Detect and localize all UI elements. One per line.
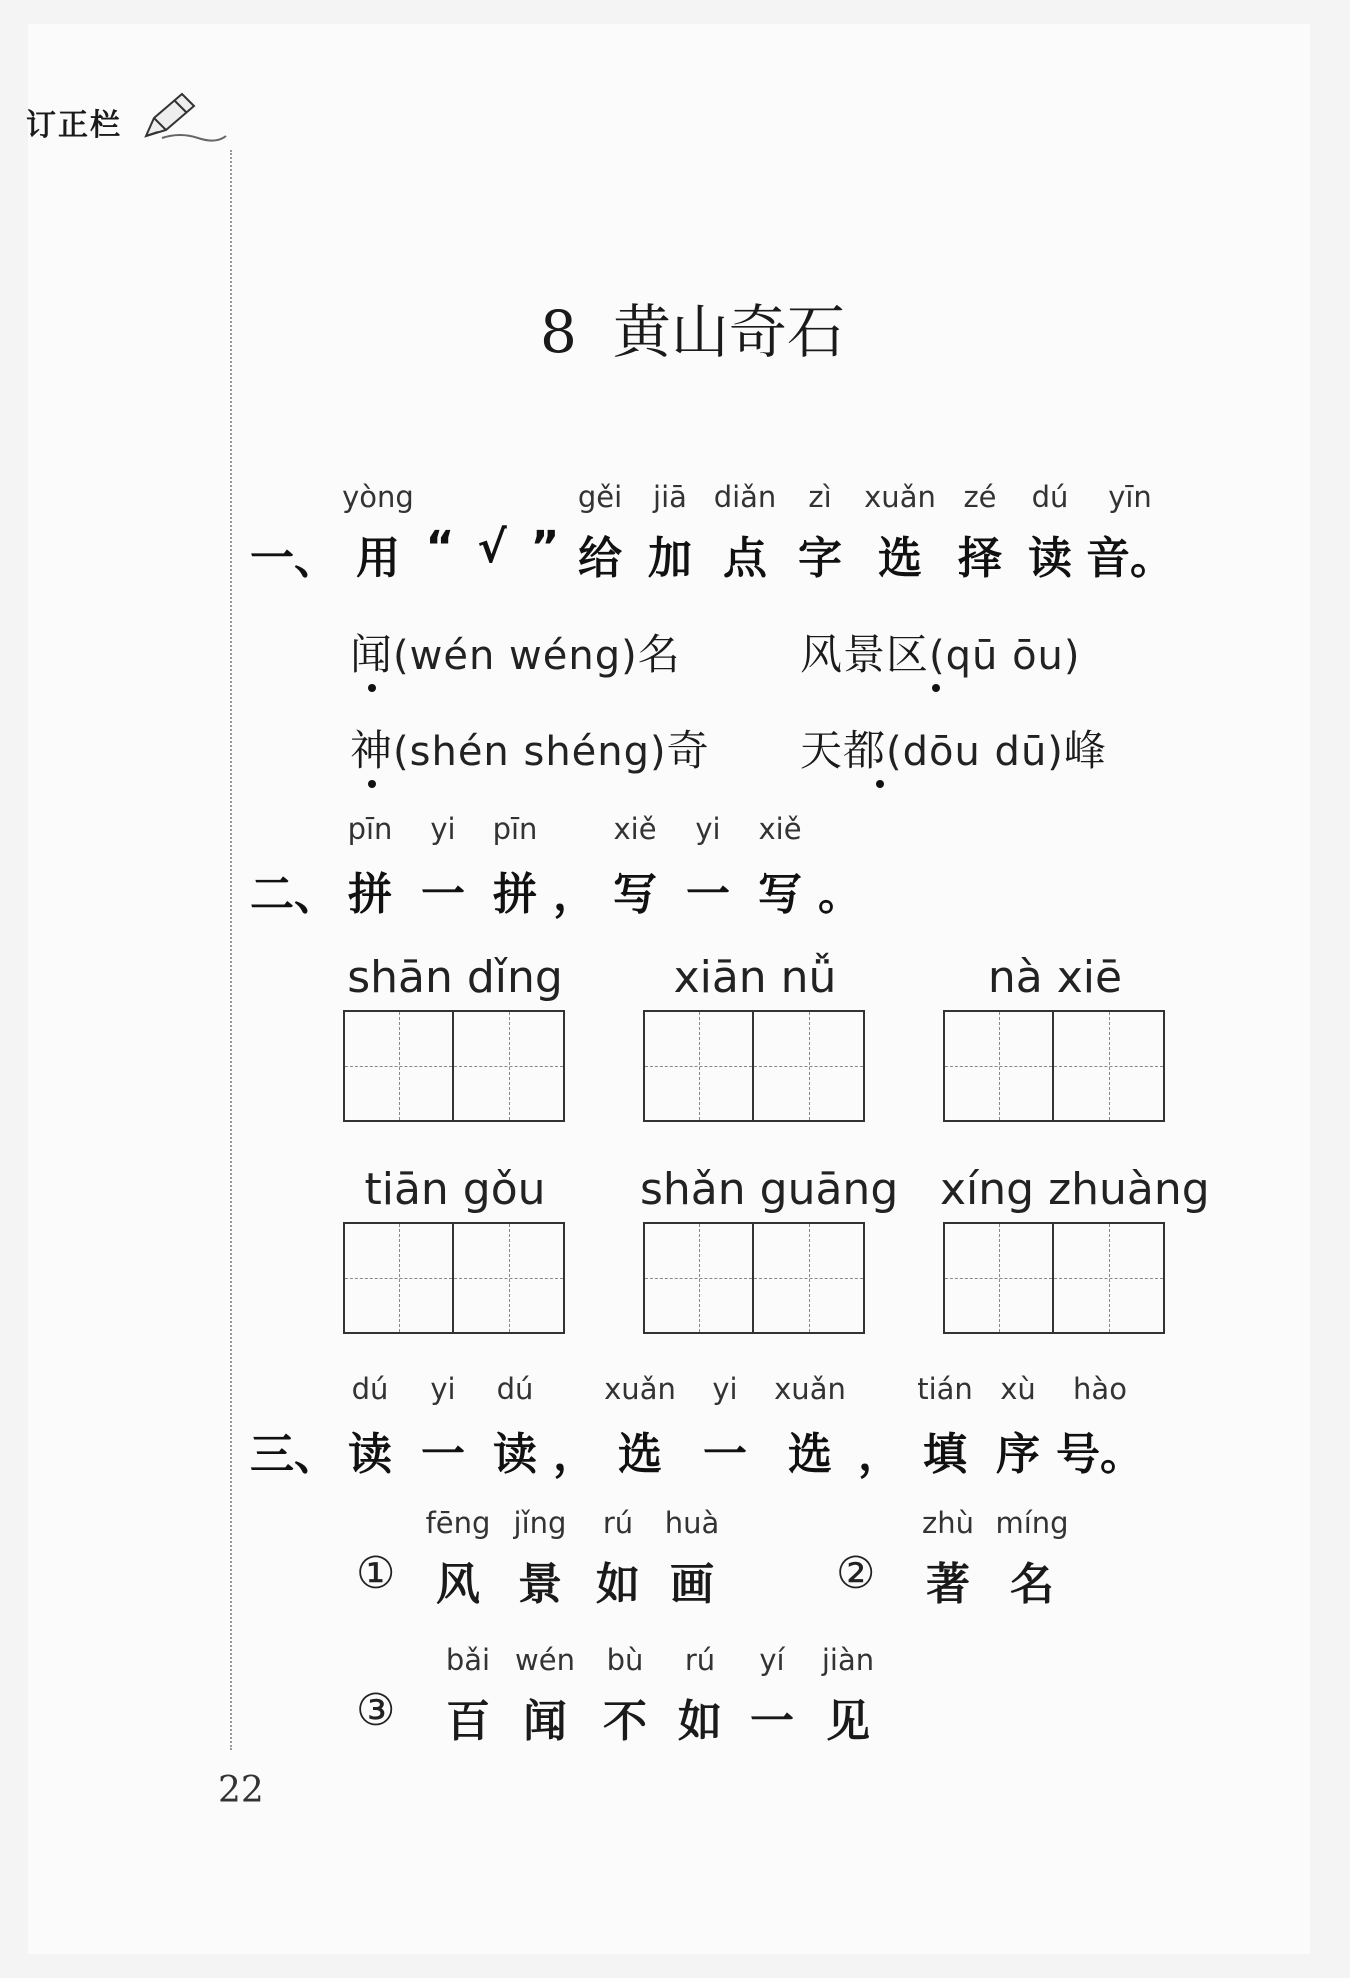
- pinyin-annotation: gěi: [577, 480, 623, 514]
- lesson-title: [540, 285, 845, 369]
- margin-divider: [230, 150, 232, 1750]
- idiom-character: 如: [596, 1559, 640, 1610]
- idiom-character: 景: [518, 1559, 562, 1610]
- pinyin-annotation: xiě: [613, 812, 657, 846]
- heading-character: 一: [421, 1429, 465, 1480]
- pinyin-annotation: dú: [351, 1372, 389, 1406]
- pencil-icon: [140, 86, 230, 146]
- choice-1-options: (wén wéng): [393, 633, 638, 679]
- pinyin-annotation: yi: [430, 812, 456, 846]
- pinyin-annotation: wén: [515, 1643, 575, 1677]
- idiom-character: 闻: [523, 1696, 567, 1747]
- pinyin-annotation: pīn: [492, 812, 538, 846]
- pinyin-word-4: tiān gǒu: [364, 1164, 546, 1215]
- choice-1-after: 名: [637, 630, 681, 679]
- lesson-number: 8: [540, 298, 577, 366]
- pinyin-annotation: jiàn: [821, 1643, 875, 1677]
- pinyin-annotation: dú: [496, 1372, 534, 1406]
- choice-2-options: (qū ōu): [929, 633, 1081, 679]
- pinyin-annotation: zé: [963, 480, 997, 514]
- pinyin-annotation: zhù: [922, 1506, 974, 1540]
- heading-character: 选: [618, 1429, 662, 1480]
- writing-cell[interactable]: [643, 1222, 754, 1334]
- choice-item-2: [800, 622, 1081, 682]
- pinyin-annotation: bǎi: [445, 1643, 491, 1677]
- writing-grid-6[interactable]: [943, 1222, 1165, 1334]
- choice-item-1: [350, 622, 681, 682]
- heading-character: 用: [356, 533, 400, 584]
- heading-character: 填: [923, 1429, 967, 1480]
- choice-4-options: (dōu dū): [886, 729, 1064, 775]
- choice-4-before: 天都: [800, 726, 887, 775]
- writing-grid-3[interactable]: [943, 1010, 1165, 1122]
- emphasis-dot: [368, 684, 376, 692]
- pinyin-annotation: rú: [684, 1643, 716, 1677]
- pinyin-word-5: shǎn guāng: [640, 1164, 899, 1215]
- heading-character: 写: [758, 869, 802, 920]
- heading-character: 拼: [493, 869, 537, 920]
- writing-cell[interactable]: [943, 1222, 1054, 1334]
- pinyin-annotation: yòng: [342, 480, 414, 514]
- heading-character: 选: [788, 1429, 832, 1480]
- pinyin-annotation: pīn: [347, 812, 393, 846]
- idiom-character: 不: [603, 1696, 647, 1747]
- heading-character: 点: [723, 533, 767, 584]
- choice-3-after: 奇: [666, 726, 710, 775]
- heading-character: 择: [958, 533, 1002, 584]
- heading-character: 读: [1028, 533, 1072, 584]
- heading-character: 给: [578, 533, 622, 584]
- heading-character: ”: [530, 522, 560, 573]
- choice-2-before: 风景区: [800, 630, 930, 679]
- heading-character: 选: [878, 533, 922, 584]
- heading-character: 加: [648, 533, 692, 584]
- writing-cell[interactable]: [343, 1222, 454, 1334]
- idiom-character: 见: [826, 1696, 870, 1747]
- heading-character: 读: [348, 1429, 392, 1480]
- pinyin-annotation: yí: [759, 1643, 785, 1677]
- writing-cell[interactable]: [1054, 1010, 1165, 1122]
- pinyin-word-3: nà xiē: [987, 952, 1123, 1003]
- heading-character: 。: [818, 869, 862, 920]
- pinyin-annotation: yīn: [1108, 480, 1152, 514]
- pinyin-annotation: bù: [606, 1643, 644, 1677]
- writing-grid-1[interactable]: [343, 1010, 565, 1122]
- writing-cell[interactable]: [454, 1010, 565, 1122]
- idiom-number: ③: [356, 1685, 396, 1736]
- idiom-character: 画: [670, 1559, 714, 1610]
- section3-label: 三、: [250, 1429, 338, 1480]
- heading-character: 一: [686, 869, 730, 920]
- heading-character: √: [477, 522, 507, 573]
- pinyin-annotation: míng: [995, 1506, 1069, 1540]
- pinyin-annotation: dú: [1031, 480, 1069, 514]
- heading-character: 号。: [1056, 1429, 1144, 1480]
- pinyin-annotation: jiā: [653, 480, 687, 514]
- heading-character: 读: [493, 1429, 537, 1480]
- choice-3-before: 神: [350, 726, 394, 775]
- pinyin-annotation: yi: [712, 1372, 738, 1406]
- choice-4-after: 峰: [1063, 726, 1107, 775]
- pinyin-annotation: yi: [695, 812, 721, 846]
- idiom-character: 一: [750, 1696, 794, 1747]
- choice-1-before: 闻: [350, 630, 394, 679]
- pinyin-word-2: xiān nǚ: [673, 952, 837, 1003]
- pinyin-annotation: xuǎn: [604, 1372, 676, 1406]
- writing-cell[interactable]: [454, 1222, 565, 1334]
- pinyin-annotation: hào: [1073, 1372, 1127, 1406]
- heading-character: ，: [553, 1429, 597, 1480]
- page-number: 22: [218, 1770, 264, 1811]
- heading-character: “: [425, 522, 455, 573]
- lesson-name: 黄山奇石: [612, 298, 845, 366]
- writing-cell[interactable]: [754, 1222, 865, 1334]
- idiom-character: 著: [926, 1559, 970, 1610]
- emphasis-dot: [876, 780, 884, 788]
- choice-item-4: [800, 718, 1107, 778]
- writing-grid-2[interactable]: [643, 1010, 865, 1122]
- pinyin-annotation: tián: [917, 1372, 973, 1406]
- choice-3-options: (shén shéng): [393, 729, 667, 775]
- writing-grid-4[interactable]: [343, 1222, 565, 1334]
- pinyin-annotation: jǐng: [513, 1506, 567, 1540]
- pinyin-annotation: xuǎn: [774, 1372, 846, 1406]
- pinyin-annotation: rú: [602, 1506, 634, 1540]
- pinyin-annotation: xiě: [758, 812, 802, 846]
- writing-grid-5[interactable]: [643, 1222, 865, 1334]
- idiom-character: 如: [678, 1696, 722, 1747]
- pinyin-annotation: xuǎn: [864, 480, 936, 514]
- heading-character: ，: [858, 1429, 902, 1480]
- heading-character: 拼: [348, 869, 392, 920]
- idiom-number: ②: [836, 1548, 876, 1599]
- correction-column-label: 订正栏: [26, 108, 122, 143]
- pinyin-annotation: fēng: [425, 1506, 491, 1540]
- emphasis-dot: [368, 780, 376, 788]
- writing-cell[interactable]: [943, 1010, 1054, 1122]
- pinyin-annotation: yi: [430, 1372, 456, 1406]
- pinyin-annotation: xù: [1000, 1372, 1036, 1406]
- writing-cell[interactable]: [343, 1010, 454, 1122]
- idiom-character: 风: [436, 1559, 480, 1610]
- choice-item-3: [350, 718, 710, 778]
- pinyin-annotation: diǎn: [713, 480, 777, 514]
- section2-label: 二、: [250, 869, 338, 920]
- heading-character: 一: [703, 1429, 747, 1480]
- heading-character: 一: [421, 869, 465, 920]
- writing-cell[interactable]: [643, 1010, 754, 1122]
- heading-character: ，: [553, 869, 597, 920]
- pinyin-word-6: xíng zhuàng: [940, 1164, 1210, 1215]
- idiom-character: 名: [1010, 1559, 1054, 1610]
- section1-label: 一、: [250, 533, 338, 584]
- writing-cell[interactable]: [1054, 1222, 1165, 1334]
- heading-character: 音。: [1086, 533, 1174, 584]
- idiom-number: ①: [356, 1548, 396, 1599]
- heading-character: 写: [613, 869, 657, 920]
- idiom-character: 百: [446, 1696, 490, 1747]
- pinyin-annotation: huà: [664, 1506, 720, 1540]
- writing-cell[interactable]: [754, 1010, 865, 1122]
- emphasis-dot: [932, 684, 940, 692]
- heading-character: 序: [996, 1429, 1040, 1480]
- heading-character: 字: [798, 533, 842, 584]
- pinyin-annotation: zì: [808, 480, 832, 514]
- pinyin-word-1: shān dǐng: [347, 952, 563, 1003]
